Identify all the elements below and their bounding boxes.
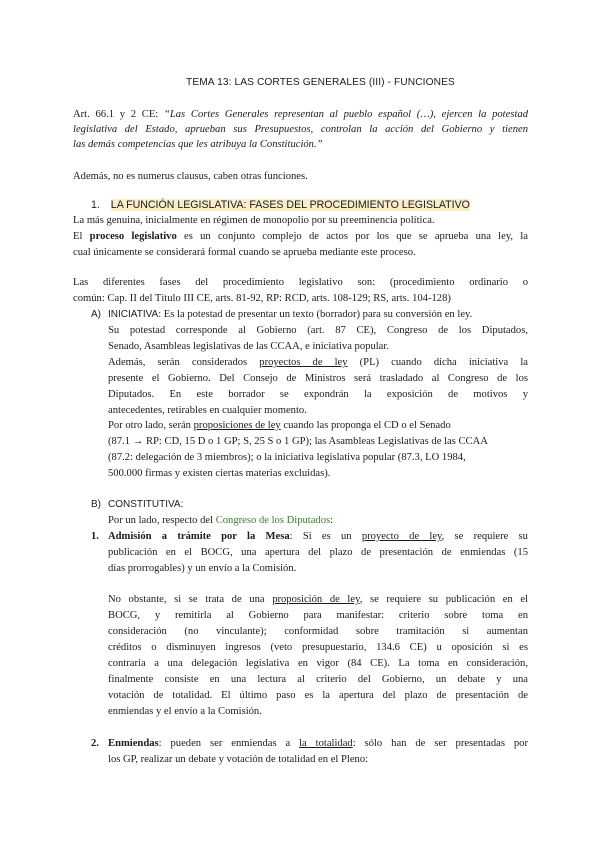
constitutiva-intro bbox=[108, 513, 333, 528]
section-number: 1. bbox=[91, 199, 100, 211]
ademas-paragraph: Además, no es numerus clausus, caben otras funciones. bbox=[73, 171, 308, 182]
proyecto-de-ley-term: proyecto de ley bbox=[361, 531, 442, 542]
iniciativa-line-9: (87.1 → RP: CD, 15 D o 1 GP; S, 25 S o 1 GP); las Asambleas Legislativas de las CCAA bbox=[108, 436, 488, 447]
constitutiva-label: CONSTITUTIVA: bbox=[108, 499, 184, 510]
item-1-line-1 bbox=[108, 529, 528, 544]
item-1-number: 1. bbox=[91, 531, 99, 542]
iniciativa-line-3: Senado, Asambleas legislativas de las CCAA, e iniciativa popular. bbox=[108, 341, 389, 352]
iniciativa-line-4 bbox=[108, 355, 528, 370]
proposicion-de-ley-term: proposición de ley bbox=[272, 594, 360, 605]
text-span: , se requiere su bbox=[441, 531, 528, 542]
proceso-legislativo-term: proceso legislativo bbox=[89, 231, 177, 242]
text-span: Por un lado, respecto del bbox=[108, 515, 216, 526]
quote-text: “Las Cortes Generales representan al pueblo español (…), ejercen la potestad bbox=[163, 109, 528, 120]
text-span: es un conjunto complejo de actos por los que se aprueba una ley, la bbox=[176, 231, 528, 242]
item-2-line-1 bbox=[108, 736, 528, 751]
text-span: , se requiere su publicación en el bbox=[359, 594, 529, 605]
section-paragraph-3-line-1: Las diferentes fases del procedimiento legislativo son: (procedimiento ordinario o bbox=[73, 277, 528, 288]
text-span: : Si es un bbox=[289, 531, 362, 542]
item-1-p2-line-8: enmiendas y el envío a la Comisión. bbox=[108, 706, 262, 717]
text-span: (PL) cuando dicha iniciativa la bbox=[347, 357, 528, 368]
text-span: : bbox=[330, 515, 334, 526]
congreso-link-text: Congreso de los Diputados bbox=[215, 515, 331, 526]
iniciativa-line-11: 500.000 firmas y existen ciertas materias excluidas). bbox=[108, 468, 331, 479]
section-paragraph-3-line-2: común: Cap. II del Título III CE, arts. 81-92, RP: RCD, arts. 108-129; RS, arts. 104-128) bbox=[73, 293, 451, 304]
item-1-p2-line-6: finalmente consiste en una lectura al criterio del Gobierno, un debate y una bbox=[108, 674, 528, 685]
section-paragraph-2-line-1 bbox=[73, 229, 528, 244]
text-span: No obstante, si se trata de una bbox=[108, 594, 273, 605]
constitutiva-marker: B) bbox=[91, 499, 101, 510]
iniciativa-line-1 bbox=[108, 307, 472, 322]
item-1-p2-line-2: BOCG, y remitirla al Gobierno para manifestar: criterio sobre toma en bbox=[108, 610, 528, 621]
quote-line-1 bbox=[73, 107, 528, 122]
iniciativa-line-7: antecedentes, retirables en cualquier momento. bbox=[108, 405, 307, 416]
iniciativa-label: INICIATIVA bbox=[108, 309, 159, 320]
iniciativa-marker: A) bbox=[91, 309, 101, 320]
quote-line-3: las demás competencias que les atribuya la Constitución.” bbox=[73, 139, 323, 150]
iniciativa-line-2: Su potestad corresponde al Gobierno (art. 87 CE), Congreso de los Diputados, bbox=[108, 325, 528, 336]
item-1-line-3: días prorrogables) y un envío a la Comisión. bbox=[108, 563, 297, 574]
la-totalidad-term: la totalidad bbox=[299, 738, 353, 749]
section-paragraph-1: La más genuina, inicialmente en régimen de monopolio por su preeminencia política. bbox=[73, 215, 435, 226]
item-1-p2-line-7: votación de totalidad. El último paso es la apertura del plazo de presentación de bbox=[108, 690, 528, 701]
text-span: cuando las proponga el CD o el Senado bbox=[280, 420, 451, 431]
page-title: TEMA 13: LAS CORTES GENERALES (III) - FUNCIONES bbox=[186, 77, 455, 88]
section-paragraph-2-line-2: cual únicamente se considerará formal cuando se aprueba mediante este proceso. bbox=[73, 247, 416, 258]
item-1-p2-line-5: contraria a una delegación legislativa en vigor (84 CE). La toma en consideración, bbox=[108, 658, 528, 669]
iniciativa-line-5: presente el Gobierno. Del Consejo de Ministros será trasladado al Congreso de los bbox=[108, 373, 528, 384]
iniciativa-line-10: (87.2: delegación de 3 miembros); o la iniciativa legislativa popular (87.3, LO 1984, bbox=[108, 452, 466, 463]
quote-lead: Art. 66.1 y 2 CE: bbox=[73, 109, 164, 120]
text-span: Por otro lado, serán bbox=[108, 420, 194, 431]
item-1-p2-line-1 bbox=[108, 592, 528, 607]
iniciativa-line-6: Diputados. En este borrador se expondrán la exposición de motivos y bbox=[108, 389, 528, 400]
text-span: Además, serán considerados bbox=[108, 357, 260, 368]
proposiciones-de-ley-term: proposiciones de ley bbox=[193, 420, 281, 431]
text-span: El bbox=[73, 231, 90, 242]
item-2-number: 2. bbox=[91, 738, 99, 749]
text-span: : sólo han de ser presentadas por bbox=[352, 738, 528, 749]
text-span: : Es la potestad de presentar un texto (borrador) para su conversión en ley. bbox=[158, 309, 473, 320]
section-title: LA FUNCIÓN LEGISLATIVA: FASES DEL PROCEDIMIENTO LEGISLATIVO bbox=[110, 199, 470, 211]
item-1-p2-line-4: créditos o disminuyen ingresos (veto presupuestario, 134.6 CE) u oposición si es bbox=[108, 642, 528, 653]
section-heading bbox=[91, 198, 470, 213]
item-2-line-2: los GP, realizar un debate y votación de totalidad en el Pleno: bbox=[108, 754, 369, 765]
proyectos-de-ley-term: proyectos de ley bbox=[259, 357, 348, 368]
iniciativa-line-8 bbox=[108, 418, 451, 433]
quote-line-2: legislativa del Estado, aprueban sus Presupuestos, controlan la acción del Gobierno y tienen bbox=[73, 124, 528, 135]
item-1-line-2: publicación en el BOCG, una apertura del plazo de presentación de enmiendas (15 bbox=[108, 547, 528, 558]
item-1-label: Admisión a trámite por la Mesa bbox=[108, 531, 290, 542]
text-span: : pueden ser enmiendas a bbox=[158, 738, 300, 749]
item-1-p2-line-3: consideración (no vinculante); conformidad sobre tramitación si aumentan bbox=[108, 626, 528, 637]
item-2-label: Enmiendas bbox=[108, 738, 159, 749]
